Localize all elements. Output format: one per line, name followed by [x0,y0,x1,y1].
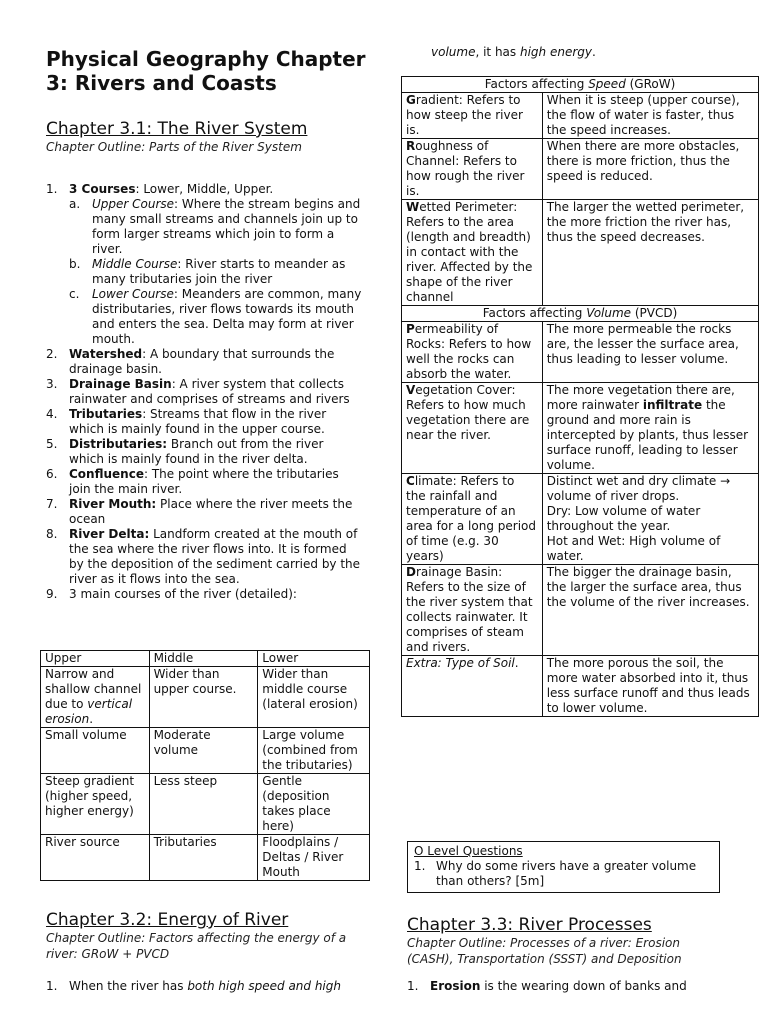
list-item: 7. River Mouth: Place where the river meets the ocean [46,497,353,526]
table-row [402,383,759,474]
o-level-question: 1. Why do some rivers have a greater volume than others? [5m] [414,859,697,888]
list-item: a. Upper Course: Where the stream begins and many small streams and channels join up to form larger streams which join to form a river. [69,197,361,256]
document-title: Physical Geography Chapter 3: Rivers and Coasts [46,47,366,95]
effect-cell: The bigger the drainage basin, the larger the surface area, thus the volume of the river increases. [542,565,758,656]
list-item: 3. Drainage Basin: A river system that collects rainwater and comprises of streams and rivers [46,377,350,406]
table-cell: Steep gradient (higher speed, higher energy) [41,774,150,835]
list-item: 9. 3 main courses of the river (detailed): [46,587,297,601]
section-outline-3-2: Chapter Outline: Factors affecting the energy of a river: GRoW + PVCD [46,931,347,961]
table-row [41,667,370,728]
table-cell: Wider than upper course. [149,667,258,728]
table-header-cell: Middle [149,651,258,667]
list-item: 4. Tributaries: Streams that flow in the river which is mainly found in the upper course. [46,407,327,436]
table-row [402,474,759,565]
table-cell: Wider than middle course (lateral erosion) [258,667,370,728]
o-level-heading: O Level Questions [414,844,523,858]
effect-cell: The larger the wetted perimeter, the more friction the river has, thus the speed decreases. [542,200,758,306]
table-row [402,656,759,717]
section-heading-3-2: Chapter 3.2: Energy of River [46,910,289,930]
energy-item-1: 1. When the river has both high speed and high [46,979,341,993]
table-cell: Less steep [149,774,258,835]
factor-cell: Roughness of Channel: Refers to how rough the river is. [402,139,543,200]
table-row [402,93,759,139]
table-row [41,774,370,835]
effect-cell: The more porous the soil, the more water absorbed into it, thus less surface runoff and thus leads to lower volume. [542,656,758,717]
table-cell: Small volume [41,728,150,774]
table-cell: Moderate volume [149,728,258,774]
table-cell: River source [41,835,150,881]
river-energy-factors-table [401,76,759,717]
factor-cell: Gradient: Refers to how steep the river is. [402,93,543,139]
table-cell: Narrow and shallow channel due to vertical erosion. [41,667,150,728]
list-item: 1. 3 Courses: Lower, Middle, Upper. a. Upper Course: Where the stream begins and many small streams and channels join up to form larger streams which join to form a river. b. Middle Course: River starts to meander as many tributaries join the river c. Lower Course: Meanders are common, many distributaries, river flows towards its mouth and enters the sea. Delta may form at river mouth. [46,182,362,346]
table-cell: Tributaries [149,835,258,881]
list-item: 8. River Delta: Landform created at the mouth of the sea where the river flows into. It is formed by the deposition of the sediment carried by the river as it flows into the sea. [46,527,361,586]
river-courses-table [40,650,370,881]
courses-sublist [69,197,362,347]
list-item: c. Lower Course: Meanders are common, many distributaries, river flows towards its mouth and enters the sea. Delta may form at river mouth. [69,287,362,346]
table-cell: Floodplains / Deltas / River Mouth [258,835,370,881]
factor-cell: Drainage Basin: Refers to the size of the river system that collects rainwater. It comprises of steam and rivers. [402,565,543,656]
effect-cell: Distinct wet and dry climate → volume of river drops. Dry: Low volume of water throughout the year. Hot and Wet: High volume of water. [542,474,758,565]
table-row [402,565,759,656]
table-header-cell: Lower [258,651,370,667]
table-row [402,139,759,200]
factor-cell: Permeability of Rocks: Refers to how well the rocks can absorb the water. [402,322,543,383]
table-row [41,835,370,881]
factor-cell: Climate: Refers to the rainfall and temperature of an area for a long period of time (e.g. 30 years) [402,474,543,565]
list-item: b. Middle Course: River starts to meander as many tributaries join the river [69,257,346,286]
section-heading-3-3: Chapter 3.3: River Processes [407,915,652,935]
effect-cell: When it is steep (upper course), the flow of water is faster, thus the speed increases. [542,93,758,139]
effect-cell: When there are more obstacles, there is more friction, thus the speed is reduced. [542,139,758,200]
table-cell: Large volume (combined from the tributaries) [258,728,370,774]
o-level-questions-box [407,841,720,893]
factor-cell: Vegetation Cover: Refers to how much vegetation there are near the river. [402,383,543,474]
section-outline-3-3: Chapter Outline: Processes of a river: Erosion (CASH), Transportation (SSST) and Deposition [407,936,682,966]
table-row [41,728,370,774]
list-item: 5. Distributaries: Branch out from the river which is mainly found in the river delta. [46,437,324,466]
processes-item-1: 1. Erosion is the wearing down of banks and [407,979,687,993]
speed-factors-header: Factors affecting Speed (GRoW) [402,77,759,93]
volume-factors-header-row [402,306,759,322]
section-heading-3-1: Chapter 3.1: The River System [46,119,308,139]
table-row [402,200,759,306]
section-outline-3-1: Chapter Outline: Parts of the River System [46,140,302,154]
factor-cell: Extra: Type of Soil. [402,656,543,717]
energy-item-1-continued: volume, it has high energy. [431,45,596,59]
table-header-cell: Upper [41,651,150,667]
factor-cell: Wetted Perimeter: Refers to the area (length and breadth) in contact with the river. Affected by the shape of the river channel [402,200,543,306]
effect-cell: The more permeable the rocks are, the lesser the surface area, thus leading to lesser volume. [542,322,758,383]
list-item: 2. Watershed: A boundary that surrounds the drainage basin. [46,347,335,376]
table-row [402,322,759,383]
table-header-row [41,651,370,667]
effect-cell: The more vegetation there are, more rainwater infiltrate the ground and more rain is intercepted by plants, thus lesser surface runoff, leading to lesser volume. [542,383,758,474]
table-cell: Gentle (deposition takes place here) [258,774,370,835]
list-item: 6. Confluence: The point where the tributaries join the main river. [46,467,339,496]
volume-factors-header: Factors affecting Volume (PVCD) [402,306,759,322]
river-system-list [46,182,362,602]
speed-factors-header-row [402,77,759,93]
